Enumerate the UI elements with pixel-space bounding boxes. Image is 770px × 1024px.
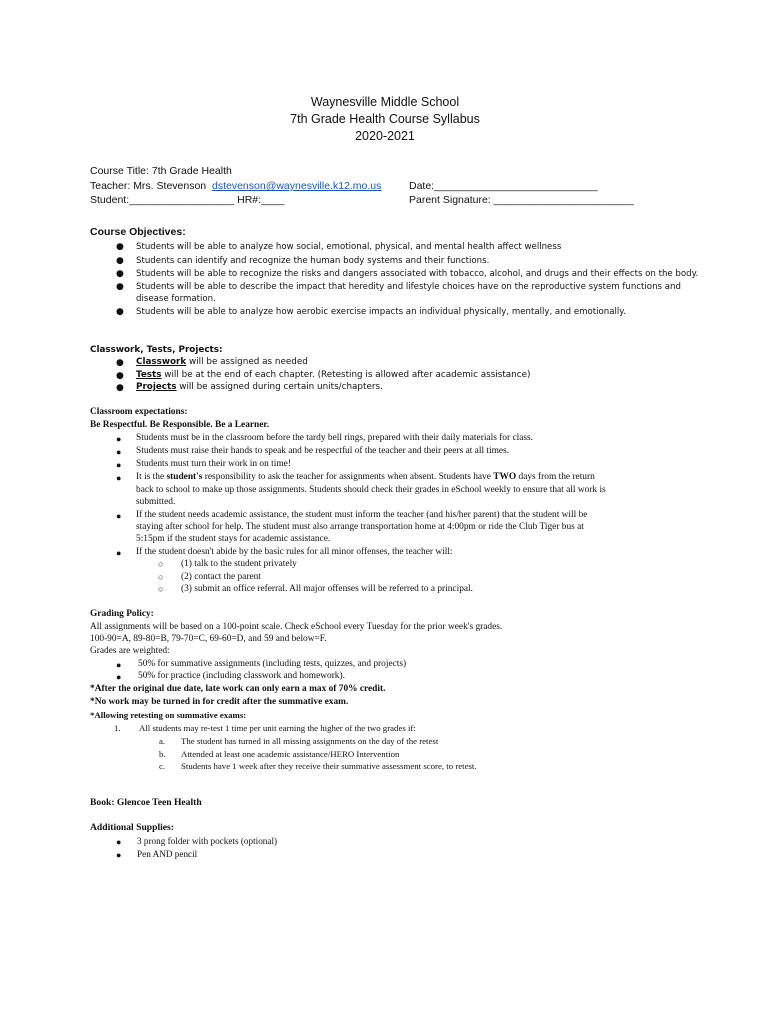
teacher-email-link[interactable]: dstevenson@waynesville.k12.mo.us: [211, 180, 382, 192]
list-item: If the student doesn't abide by the basic rules for all minor offenses, the teacher will:: [136, 547, 453, 557]
bullet: ●: [116, 447, 122, 457]
list-item: Students will be able to analyze how social, emotional, physical, and mental health affect wellness: [136, 242, 562, 252]
bullet: ●: [116, 548, 122, 558]
bullet: ●: [116, 269, 124, 279]
retest-heading: *Allowing retesting on summative exams:: [90, 710, 247, 720]
list-item: If the student needs academic assistance, the student must inform the teacher (and his/her parent) that the student will be: [136, 510, 588, 520]
book-title: Book: Glencoe Teen Health: [90, 797, 202, 808]
list-item: Classwork will be assigned as needed: [136, 357, 308, 367]
no-work-note: *No work may be turned in for credit after the summative exam.: [90, 697, 349, 707]
list-item: It is the student's responsibility to ask the teacher for assignments when absent. Students have TWO days from the return: [136, 472, 595, 482]
list-item: Students must be in the classroom before the tardy bell rings, prepared with their daily materials for class.: [136, 433, 534, 443]
grading-weighted: Grades are weighted:: [90, 646, 170, 656]
list-item: 50% for practice (including classwork and homework).: [138, 671, 345, 681]
list-item-continued: staying after school for help. The student must also arrange transportation home at 4:00pm or ride the Club Tiger bus at: [136, 522, 584, 532]
sub-list-item: The student has turned in all missing assignments on the day of the retest: [181, 736, 439, 746]
list-item: Students can identify and recognize the human body systems and their functions.: [136, 256, 490, 266]
course-title: Course Title: 7th Grade Health: [90, 165, 232, 177]
expectations-heading: Classroom expectations:: [90, 407, 188, 417]
supplies-heading: Additional Supplies:: [90, 822, 174, 833]
list-item-continued: back to school to make up those assignments. Students should check their grades in eSchool weekly to ensure that all work is: [136, 485, 606, 495]
list-item: Tests will be at the end of each chapter. (Retesting is allowed after academic assistance): [136, 370, 531, 380]
list-item: Students must raise their hands to speak and be respectful of the teacher and their peers at all times.: [136, 446, 510, 456]
sub-list-item: (3) submit an office referral. All major offenses will be referred to a principal.: [181, 584, 473, 594]
bullet: ●: [116, 473, 122, 483]
bullet: ●: [116, 460, 122, 470]
syllabus-header: [0, 94, 770, 145]
sub-bullet: ○: [158, 572, 164, 582]
bullet: ●: [116, 307, 124, 317]
sub-list-item: (1) talk to the student privately: [181, 559, 297, 569]
parent-signature-field: Parent Signature: ________________________: [409, 194, 634, 206]
list-item-continued: submitted.: [136, 497, 176, 507]
sub-bullet: ○: [158, 559, 164, 569]
sub-list-label: c.: [159, 761, 166, 771]
list-item: Students must turn their work in on time!: [136, 459, 291, 469]
list-item: Students will be able to recognize the risks and dangers associated with tobacco, alcohol, and drugs and their effects on the body.: [136, 269, 699, 279]
list-item: All students may re-test 1 time per unit earning the higher of the two grades if:: [139, 723, 416, 733]
bullet: ●: [116, 242, 124, 252]
bullet: ●: [116, 660, 122, 670]
list-item: Students will be able to analyze how aerobic exercise impacts an individual physically, mentally, and emotionally.: [136, 307, 626, 317]
list-item: 3 prong folder with pockets (optional): [137, 836, 278, 846]
bullet: ●: [116, 282, 124, 292]
sub-list-item: Attended at least one academic assistance/HERO Intervention: [181, 749, 400, 759]
list-item: 50% for summative assignments (including tests, quizzes, and projects): [138, 659, 407, 669]
list-item: Pen AND pencil: [137, 849, 198, 859]
bullet: ●: [116, 850, 122, 860]
school-year: 2020-2021: [355, 129, 415, 143]
bullet: ●: [116, 256, 124, 266]
classwork-heading: Classwork, Tests, Projects:: [90, 345, 223, 355]
school-name: Waynesville Middle School: [310, 95, 460, 109]
expectations-motto: Be Respectful. Be Responsible. Be a Learner.: [90, 420, 270, 430]
list-number: 1.: [114, 723, 121, 733]
bullet: ●: [116, 371, 124, 381]
date-field: Date:____________________________: [409, 180, 598, 192]
bullet: ●: [116, 511, 122, 521]
grading-scale-note: All assignments will be based on a 100-point scale. Check eSchool every Tuesday for the prior week's grades.: [90, 622, 503, 632]
list-item: Students will be able to describe the impact that heredity and lifestyle choices have on the reproductive system functions and: [136, 282, 681, 292]
list-item-continued: disease formation.: [136, 294, 216, 304]
objectives-heading: Course Objectives:: [90, 226, 186, 238]
grading-heading: Grading Policy:: [90, 609, 154, 619]
bullet: ●: [116, 358, 124, 368]
bullet: ●: [116, 383, 124, 393]
bullet: ●: [116, 434, 122, 444]
teacher-line: [90, 179, 381, 194]
sub-list-label: a.: [159, 736, 166, 746]
sub-list-item: Students have 1 week after they receive their summative assessment score, to retest.: [181, 761, 477, 771]
sub-bullet: ○: [158, 584, 164, 594]
grading-scale: 100-90=A, 89-80=B, 79-70=C, 69-60=D, and 59 and below=F.: [90, 634, 327, 644]
bullet: ●: [116, 837, 122, 847]
student-field: Student:__________________ HR#:____: [90, 194, 285, 206]
list-item-continued: 5:15pm if the student stays for academic assistance.: [136, 534, 331, 544]
sub-list-item: (2) contact the parent: [181, 572, 261, 582]
bullet: ●: [116, 672, 122, 682]
teacher-name: Teacher: Mrs. Stevenson: [90, 180, 207, 192]
list-item: Projects will be assigned during certain units/chapters.: [136, 382, 383, 392]
late-work-note: *After the original due date, late work can only earn a max of 70% credit.: [90, 684, 386, 694]
syllabus-title: 7th Grade Health Course Syllabus: [290, 112, 480, 126]
sub-list-label: b.: [159, 749, 166, 759]
